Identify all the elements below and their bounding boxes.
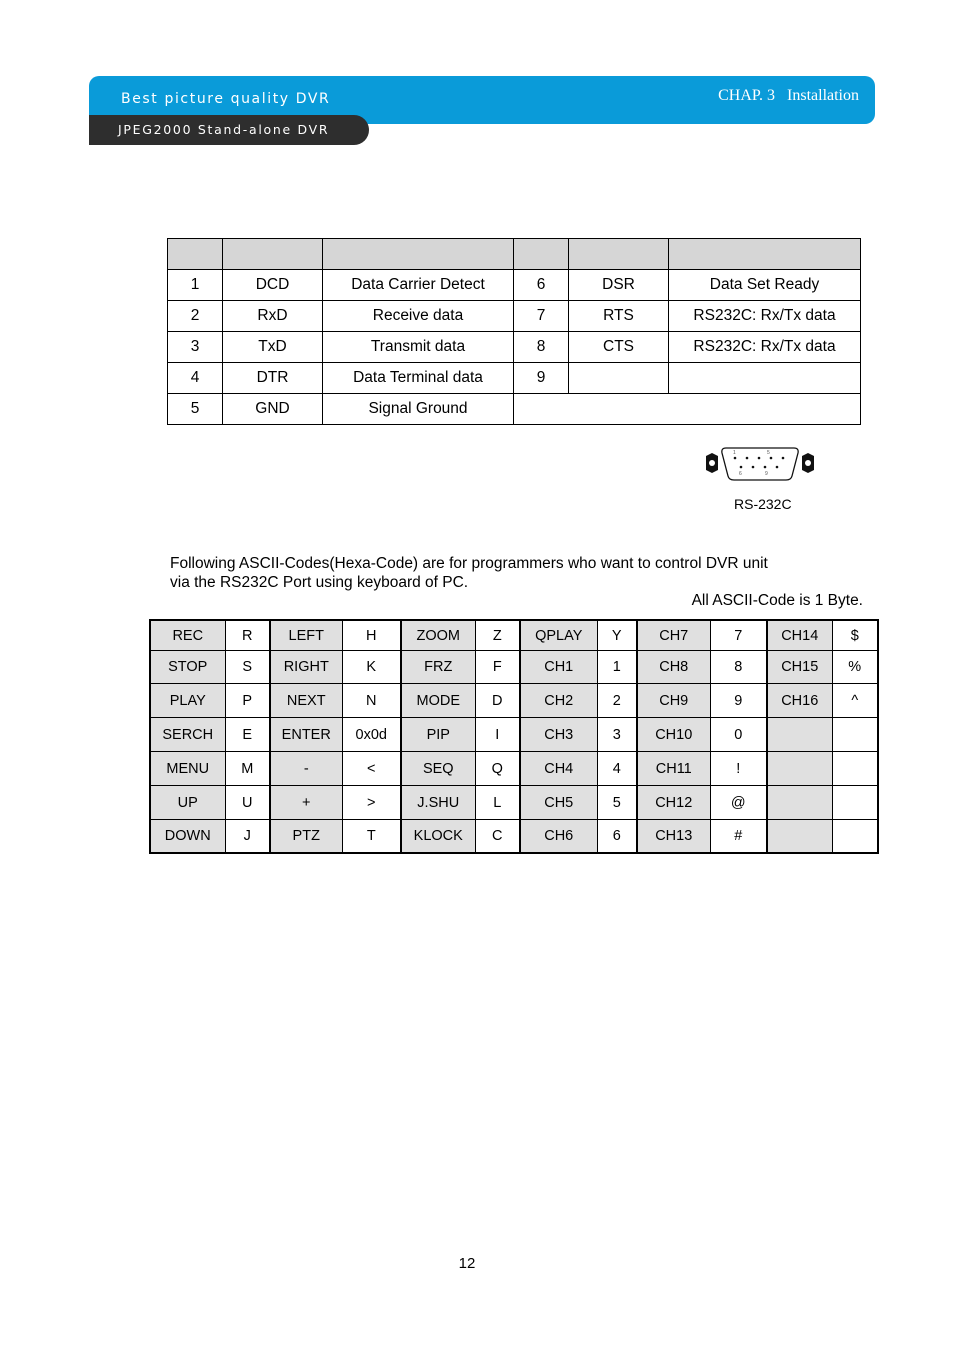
- pin-table-cell: CTS: [569, 332, 669, 363]
- ascii-key-cell: CH6: [520, 820, 597, 854]
- pin-table-row: [168, 332, 861, 363]
- pin-table-cell: 1: [168, 270, 223, 301]
- ascii-table-row: [150, 752, 878, 786]
- ascii-code-cell: 6: [597, 820, 637, 854]
- pin-table-cell: TxD: [223, 332, 323, 363]
- ascii-key-cell: PIP: [401, 718, 475, 752]
- ascii-code-table: [149, 619, 879, 854]
- intro-paragraph: [170, 554, 830, 592]
- ascii-code-cell: 7: [710, 620, 767, 651]
- pin-table-cell: RS232C: Rx/Tx data: [669, 332, 861, 363]
- ascii-key-cell: CH11: [637, 752, 710, 786]
- ascii-key-cell: ZOOM: [401, 620, 475, 651]
- ascii-code-cell: U: [225, 786, 270, 820]
- ascii-code-cell: L: [475, 786, 520, 820]
- ascii-key-cell: STOP: [150, 651, 225, 684]
- ascii-code-cell: !: [710, 752, 767, 786]
- ascii-table-row: [150, 718, 878, 752]
- pin-table-cell: 7: [514, 301, 569, 332]
- byte-note: All ASCII-Code is 1 Byte.: [691, 592, 863, 609]
- ascii-code-cell: <: [342, 752, 401, 786]
- ascii-table-row: [150, 620, 878, 651]
- pin-table-cell: 2: [168, 301, 223, 332]
- ascii-code-cell: K: [342, 651, 401, 684]
- ascii-code-cell: 4: [597, 752, 637, 786]
- ascii-key-cell: CH7: [637, 620, 710, 651]
- ascii-code-cell: ^: [832, 684, 878, 718]
- pin-table-cell: [569, 363, 669, 394]
- ascii-code-cell: I: [475, 718, 520, 752]
- ascii-code-cell: D: [475, 684, 520, 718]
- ascii-key-cell: NEXT: [270, 684, 342, 718]
- intro-line-2: via the RS232C Port using keyboard of PC.: [170, 574, 469, 591]
- pin-table-cell: Data Carrier Detect: [323, 270, 514, 301]
- ascii-code-cell: Z: [475, 620, 520, 651]
- ascii-code-cell: 8: [710, 651, 767, 684]
- pin-table-cell: Data Set Ready: [669, 270, 861, 301]
- ascii-key-cell: [767, 786, 832, 820]
- ascii-key-cell: -: [270, 752, 342, 786]
- pin-table-cell: DSR: [569, 270, 669, 301]
- pin-table-cell: 8: [514, 332, 569, 363]
- ascii-code-cell: >: [342, 786, 401, 820]
- ascii-code-cell: R: [225, 620, 270, 651]
- pin-table-cell: 3: [168, 332, 223, 363]
- pin-table-cell: Signal Ground: [323, 394, 514, 425]
- ascii-key-cell: FRZ: [401, 651, 475, 684]
- ascii-code-cell: [832, 752, 878, 786]
- chapter-title: CHAP. 3 Installation: [718, 87, 859, 104]
- pin-table-cell: Data Terminal data: [323, 363, 514, 394]
- connector-pin-1-label: 1: [733, 450, 736, 456]
- ascii-code-cell: 9: [710, 684, 767, 718]
- pin-table-cell: 5: [168, 394, 223, 425]
- ascii-key-cell: ENTER: [270, 718, 342, 752]
- ascii-code-cell: C: [475, 820, 520, 854]
- page-number: 12: [458, 1255, 476, 1272]
- ascii-key-cell: CH1: [520, 651, 597, 684]
- pin-table-cell: Receive data: [323, 301, 514, 332]
- pin-table-cell: GND: [223, 394, 323, 425]
- ascii-code-cell: F: [475, 651, 520, 684]
- ascii-code-cell: [832, 718, 878, 752]
- pin-table-header-row: [168, 239, 861, 270]
- ascii-code-cell: $: [832, 620, 878, 651]
- pin-table-cell: 4: [168, 363, 223, 394]
- ascii-key-cell: PLAY: [150, 684, 225, 718]
- rs232c-connector-icon: [700, 440, 820, 490]
- ascii-code-cell: E: [225, 718, 270, 752]
- ascii-key-cell: CH10: [637, 718, 710, 752]
- ascii-key-cell: SERCH: [150, 718, 225, 752]
- ascii-code-cell: Q: [475, 752, 520, 786]
- ascii-key-cell: KLOCK: [401, 820, 475, 854]
- ascii-key-cell: REC: [150, 620, 225, 651]
- pin-table-row: [168, 394, 861, 425]
- ascii-key-cell: CH14: [767, 620, 832, 651]
- ascii-key-cell: CH16: [767, 684, 832, 718]
- connector-pin-9-label: 9: [765, 471, 768, 477]
- ascii-key-cell: CH13: [637, 820, 710, 854]
- ascii-key-cell: PTZ: [270, 820, 342, 854]
- header-subtitle: JPEG2000 Stand-alone DVR: [118, 122, 330, 137]
- ascii-code-cell: 0x0d: [342, 718, 401, 752]
- pin-table-cell: RxD: [223, 301, 323, 332]
- ascii-code-cell: %: [832, 651, 878, 684]
- connector-label: RS-232C: [734, 496, 792, 512]
- ascii-code-cell: 3: [597, 718, 637, 752]
- ascii-key-cell: UP: [150, 786, 225, 820]
- pin-table-empty-cell: [514, 394, 861, 425]
- ascii-code-cell: 5: [597, 786, 637, 820]
- ascii-table-row: [150, 786, 878, 820]
- ascii-code-cell: @: [710, 786, 767, 820]
- ascii-table-row: [150, 820, 878, 854]
- pin-assignment-table: [167, 238, 861, 425]
- ascii-key-cell: LEFT: [270, 620, 342, 651]
- ascii-code-cell: N: [342, 684, 401, 718]
- ascii-key-cell: CH12: [637, 786, 710, 820]
- ascii-key-cell: CH3: [520, 718, 597, 752]
- ascii-key-cell: CH2: [520, 684, 597, 718]
- pin-table-cell: Transmit data: [323, 332, 514, 363]
- ascii-code-cell: H: [342, 620, 401, 651]
- ascii-code-cell: M: [225, 752, 270, 786]
- ascii-code-cell: 0: [710, 718, 767, 752]
- ascii-key-cell: [767, 820, 832, 854]
- pin-table-cell: RTS: [569, 301, 669, 332]
- pin-table-row: [168, 270, 861, 301]
- pin-table-cell: 9: [514, 363, 569, 394]
- ascii-code-cell: 1: [597, 651, 637, 684]
- ascii-key-cell: QPLAY: [520, 620, 597, 651]
- connector-pin-6-label: 6: [739, 471, 742, 477]
- header-tagline: Best picture quality DVR: [121, 91, 331, 107]
- ascii-key-cell: SEQ: [401, 752, 475, 786]
- ascii-code-cell: Y: [597, 620, 637, 651]
- intro-line-1: Following ASCII-Codes(Hexa-Code) are for programmers who want to control DVR unit: [170, 555, 768, 572]
- ascii-key-cell: CH4: [520, 752, 597, 786]
- ascii-code-cell: P: [225, 684, 270, 718]
- pin-table-cell: [669, 363, 861, 394]
- ascii-code-cell: S: [225, 651, 270, 684]
- ascii-table-row: [150, 684, 878, 718]
- ascii-code-cell: [832, 786, 878, 820]
- pin-table-cell: 6: [514, 270, 569, 301]
- ascii-key-cell: [767, 718, 832, 752]
- ascii-key-cell: CH8: [637, 651, 710, 684]
- ascii-code-cell: #: [710, 820, 767, 854]
- ascii-key-cell: DOWN: [150, 820, 225, 854]
- pin-table-row: [168, 363, 861, 394]
- ascii-key-cell: MODE: [401, 684, 475, 718]
- ascii-key-cell: +: [270, 786, 342, 820]
- ascii-key-cell: [767, 752, 832, 786]
- ascii-key-cell: RIGHT: [270, 651, 342, 684]
- pin-table-row: [168, 301, 861, 332]
- pin-table-cell: DTR: [223, 363, 323, 394]
- ascii-code-cell: 2: [597, 684, 637, 718]
- ascii-key-cell: MENU: [150, 752, 225, 786]
- ascii-key-cell: J.SHU: [401, 786, 475, 820]
- connector-pin-5-label: 5: [767, 450, 770, 456]
- ascii-code-cell: J: [225, 820, 270, 854]
- ascii-key-cell: CH5: [520, 786, 597, 820]
- ascii-code-cell: T: [342, 820, 401, 854]
- ascii-key-cell: CH9: [637, 684, 710, 718]
- ascii-key-cell: CH15: [767, 651, 832, 684]
- pin-table-cell: RS232C: Rx/Tx data: [669, 301, 861, 332]
- ascii-code-cell: [832, 820, 878, 854]
- pin-table-cell: DCD: [223, 270, 323, 301]
- ascii-table-row: [150, 651, 878, 684]
